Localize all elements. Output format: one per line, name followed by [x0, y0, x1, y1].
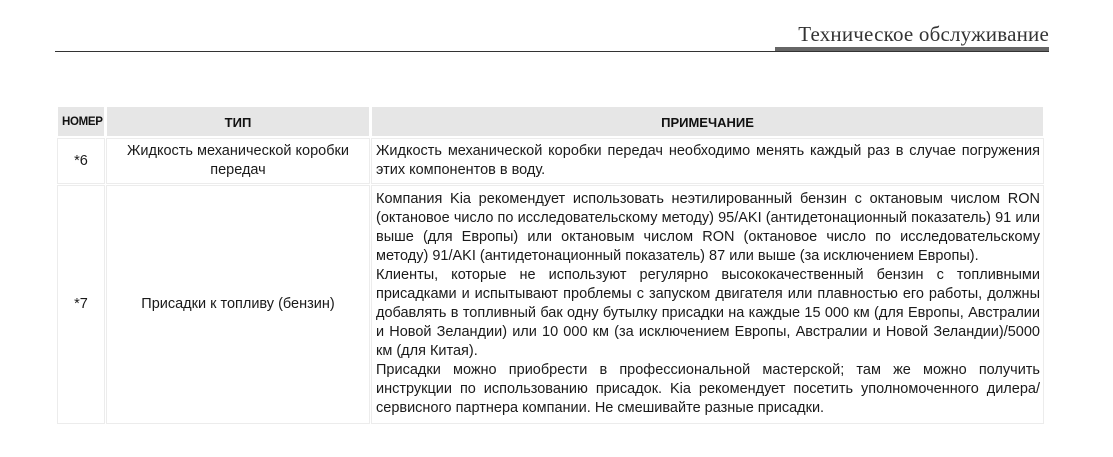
row-type-cell: Жидкость механической коробки передач: [107, 139, 369, 183]
note-paragraph: Компания Kia рекомендует использовать неэтилированный бензин с октановым числом RON (октановое число по исследовательскому методу) 95/AKI (антидетонационный показатель) 91 или выше (для Европы) или октановым числом RON (октановое число по исследовательскому методу) 91/AKI (антидетонационный показатель) 87 или выше (за исключением Европы).: [376, 191, 1040, 264]
column-header-type: ТИП: [107, 107, 369, 136]
row-note-cell: [372, 139, 1043, 183]
header-divider: [55, 51, 1049, 52]
table-header-row: [58, 107, 1043, 136]
row-type-cell: Присадки к топливу (бензин): [107, 186, 369, 423]
note-paragraph: Клиенты, которые не используют регулярно высококачественный бензин с топливными присадками и испытывают проблемы с запуском двигателя или плавностью его работы, должны добавлять в топливный бак одну бутылку присадки на каждые 15 000 км (для Европы, Австралии и Новой Зеландии) или 10 000 км (за исключением Европы, Австралии и Новой Зеландии)/5000 км (для Китая).: [376, 267, 1040, 359]
row-number-cell: *7: [58, 186, 104, 423]
row-note-cell: [372, 186, 1043, 423]
table-row: [58, 139, 1043, 183]
column-header-number: НОМЕР: [58, 107, 104, 136]
table-row: [58, 186, 1043, 423]
column-header-note: ПРИМЕЧАНИЕ: [372, 107, 1043, 136]
note-paragraph: Присадки можно приобрести в профессиональной мастерской; там же можно получить инструкции по использованию присадок. Kia рекомендует посетить уполномоченного дилера/сервисного партнера компании. Не смешивайте разные присадки.: [376, 362, 1040, 416]
note-paragraph: Жидкость механической коробки передач необходимо менять каждый раз в случае погружения этих компонентов в воду.: [376, 143, 1040, 178]
row-number-cell: *6: [58, 139, 104, 183]
maintenance-table: [55, 104, 1046, 426]
page-section-title: Техническое обслуживание: [798, 22, 1049, 46]
